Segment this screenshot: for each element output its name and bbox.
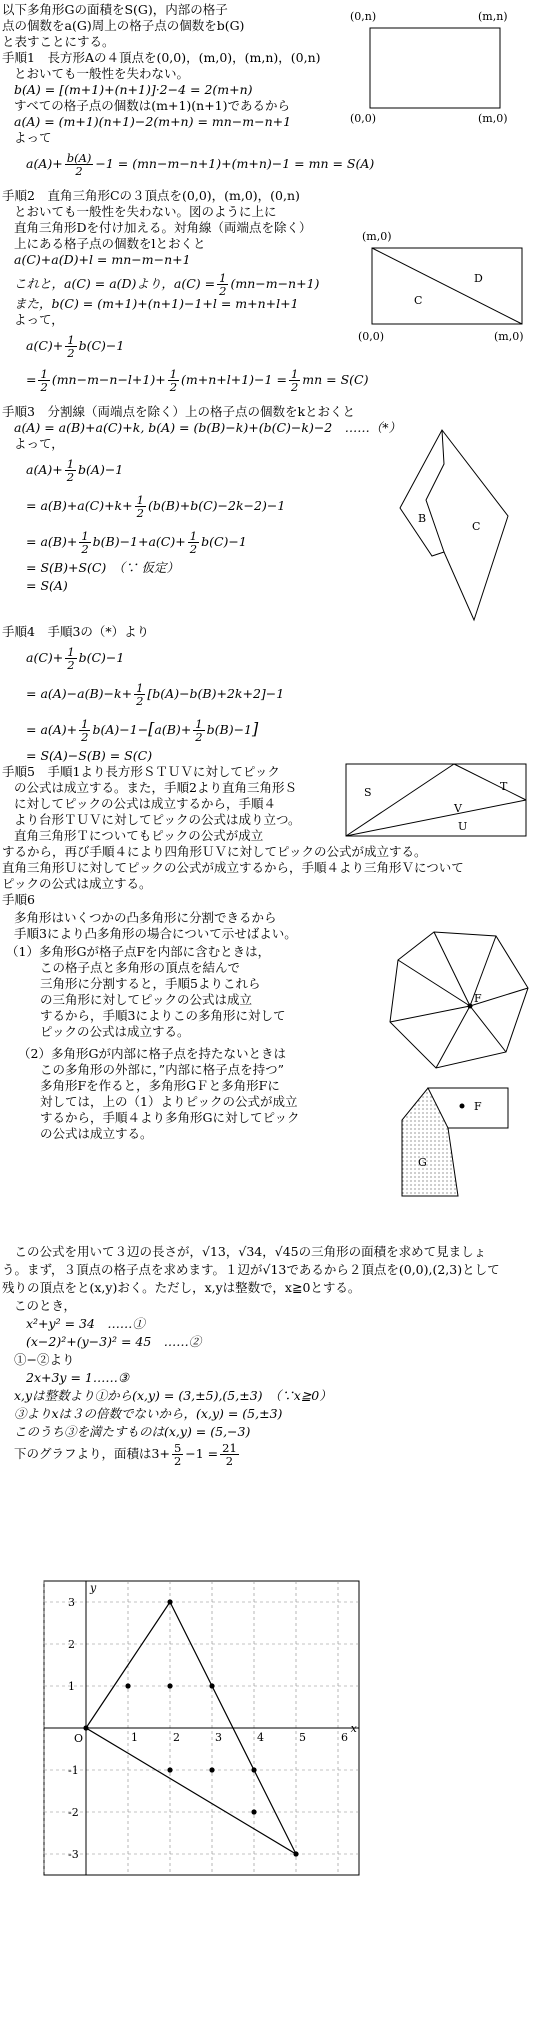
rectangle-diagram (350, 10, 540, 125)
step4-equation: = a(A)+ $\frac{1}{2}$ b(A)−1−[a(B)+ $\frac{1}{2}$ b(B)−1] (26, 717, 259, 744)
lattice-point (125, 1683, 130, 1688)
step6-line: 多角形Fを作ると，多角形GＦと多角形Fに (40, 1078, 280, 1093)
tri-label-br: (m,0) (494, 330, 524, 343)
app-line: このうち③を満たすものは(x,y) = (5,−3) (14, 1424, 251, 1439)
x-tick-label: 2 (173, 1731, 180, 1744)
step2-equation: = $\frac{1}{2}$ (mn−m−n−l+1)+ $\frac{1}{2}$ (m+n+l+1)−1 = $\frac{1}{2}$ mn = S(C) (26, 367, 369, 394)
step6-line: 手順3により凸多角形の場合について示せばよい。 (14, 926, 297, 941)
app-line: 残りの頂点をと(x,y)おく。ただし，x,yは整数で，x≧0とする。 (2, 1280, 361, 1295)
lattice-point (167, 1683, 172, 1688)
rect-label-tr: (m,n) (478, 10, 508, 23)
x-tick-label: 1 (131, 1731, 138, 1744)
step4-heading: 手順4 手順3の（*）より (2, 624, 150, 639)
intro-line-2: 点の個数をa(G)周上の格子点の個数をb(G) (2, 18, 245, 33)
app-line: x²+y² = 34 ……① (26, 1316, 145, 1331)
step6-line: の公式は成立する。 (40, 1126, 153, 1141)
step6-line: ピックの公式は成立する。 (40, 1024, 190, 1039)
step3-line: = S(A) (26, 578, 68, 593)
step1-heading: 手順1 長方形Aの４頂点を(0,0)，(m,0)，(m,n)，(0,n) (2, 50, 321, 65)
step6-line: の三角形に対してピックの公式は成立 (40, 992, 253, 1007)
rect-label-bl: (0,0) (350, 112, 377, 125)
step5-line: 直角三角形Ｔについてもピックの公式が成立 (14, 828, 264, 843)
step6-line: この格子点と多角形の頂点を結んで (40, 960, 241, 975)
y-axis-label: y (90, 1581, 97, 1595)
app-line: 2x+3y = 1……③ (26, 1370, 130, 1385)
step3-equation: a(A)+ $\frac{1}{2}$ b(A)−1 (26, 457, 124, 484)
split-polygon-diagram (378, 424, 528, 624)
y-tick-label: -3 (68, 1848, 79, 1861)
step5-line: 手順5 手順1より長方形ＳＴＵＶに対してピック (2, 764, 280, 779)
step2-equation: a(C)+ $\frac{1}{2}$ b(C)−1 (26, 333, 125, 360)
lattice-graph (40, 1478, 370, 2038)
step1-line: すべての格子点の個数は(m+1)(n+1)であるから (14, 98, 291, 113)
step6-line: 多角形はいくつかの凸多角形に分割できるから (14, 910, 277, 925)
step5-line: に対してピックの公式は成立するから，手順４ (14, 796, 277, 811)
app-line: (x−2)²+(y−3)² = 45 ……② (26, 1334, 202, 1349)
lattice-point (209, 1683, 214, 1688)
step4-line: = S(A)−S(B) = S(C) (26, 748, 153, 763)
step6-line: （2）多角形Gが内部に格子点を持たないときは (18, 1046, 286, 1061)
concave-label-f: F (474, 1100, 482, 1113)
rect-label-tl: (0,n) (350, 10, 377, 23)
app-line: この公式を用いて３辺の長さが，√13，√34，√45の三角形の面積を求めて見ましょ (2, 1244, 487, 1259)
step6-line: するから，手順3によりこの多角形に対して (40, 1008, 286, 1023)
step2-line: よって， (14, 312, 64, 327)
right-triangle-diagram (354, 232, 539, 342)
step1-line: a(A) = (m+1)(n+1)−2(m+n) = mn−m−n+1 (14, 114, 292, 129)
lattice-point (209, 1767, 214, 1772)
rect-label-br: (m,0) (478, 112, 508, 125)
intro-line-3: と表すことにする。 (2, 34, 115, 49)
step4-equation: = a(A)−a(B)−k+ $\frac{1}{2}$ [b(A)−b(B)+2k+2]−1 (26, 681, 285, 708)
y-tick-label: 3 (68, 1596, 75, 1609)
app-line: ①−②より (14, 1352, 75, 1367)
step1-line: よって (14, 130, 52, 145)
star-polygon-diagram (384, 926, 534, 1076)
step3-equation: = a(B)+a(C)+k+ $\frac{1}{2}$ (b(B)+b(C)−2k−2)−1 (26, 493, 286, 520)
star-label-f: F (474, 992, 482, 1005)
step6-line: （1）多角形Gが格子点Fを内部に含むときは， (6, 944, 271, 959)
step2-line: 直角三角形Dを付け加える。対角線（両端点を除く） (14, 220, 312, 235)
stuv-label-u: U (458, 820, 468, 833)
tri-label-d: D (474, 272, 483, 285)
y-tick-label: 2 (68, 1638, 75, 1651)
origin-label: O (74, 1732, 84, 1745)
step3-equation: = a(B)+ $\frac{1}{2}$ b(B)−1+a(C)+ $\frac{1}{2}$ b(C)−1 (26, 529, 247, 556)
step5-line: より台形ＴＵＶに対してピックの公式は成り立つ。 (14, 812, 301, 827)
lattice-point (293, 1851, 298, 1856)
step2-line: とおいても一般性を失わない。図のように上に (14, 204, 277, 219)
step3-line: = S(B)+S(C) （∵ 仮定） (26, 560, 180, 575)
step2-heading: 手順2 直角三角形Cの３頂点を(0,0)，(m,0)，(0,n) (2, 188, 300, 203)
step2-line: a(C)+a(D)+l = mn−m−n+1 (14, 252, 191, 267)
step2-line: また，b(C) = (m+1)+(n+1)−1+l = m+n+l+1 (14, 296, 299, 311)
step3-line: a(A) = a(B)+a(C)+k, b(A) = (b(B)−k)+(b(C)−k)−2 ……（*） (14, 420, 401, 435)
x-axis-label: x (350, 1722, 357, 1735)
intro-line-1: 以下多角形Gの面積をS(G)，内部の格子 (2, 2, 228, 17)
lattice-point (83, 1725, 88, 1730)
step4-equation: a(C)+ $\frac{1}{2}$ b(C)−1 (26, 645, 125, 672)
step3-heading: 手順3 分割線（両端点を除く）上の格子点の個数をkとおくと (2, 404, 356, 419)
x-tick-label: 3 (215, 1731, 222, 1744)
step5-line: するから，再び手順４により四角形ＵＶに対してピックの公式が成立する。 (2, 844, 427, 859)
step5-line: 直角三角形Ｕに対してピックの公式が成立するから，手順４より三角形Ｖについて (2, 860, 464, 875)
y-tick-label: 1 (68, 1680, 75, 1693)
stuv-label-t: T (500, 780, 508, 793)
x-tick-label: 4 (257, 1731, 264, 1744)
tri-label-c: C (414, 294, 423, 307)
stuv-diagram (344, 762, 529, 840)
app-line: 下のグラフより，面積は3+ $\frac{5}{2}$ −1 = $\frac{21}{2}$ (14, 1441, 237, 1468)
step6-heading: 手順6 (2, 892, 35, 907)
x-tick-label: 5 (299, 1731, 306, 1744)
split-label-c: C (472, 520, 481, 533)
y-tick-label: -1 (68, 1764, 79, 1777)
step1-line: とおいても一般性を失わない。 (14, 66, 190, 81)
app-line: このとき， (14, 1298, 77, 1313)
step6-line: この多角形の外部に，”内部に格子点を持つ” (40, 1062, 285, 1077)
step3-line: よって， (14, 436, 64, 451)
step5-line: の公式は成立する。また，手順2より直角三角形Ｓ (14, 780, 297, 795)
step1-line: b(A) = [(m+1)+(n+1)]·2−4 = 2(m+n) (14, 82, 253, 97)
step6-line: するから，手順４より多角形Gに対してピック (40, 1110, 300, 1125)
y-tick-label: -2 (68, 1806, 79, 1819)
step5-line: ピックの公式は成立する。 (2, 876, 152, 891)
app-line: う。まず，３頂点の格子点を求めます。１辺が√13であるから２頂点を(0,0),(2,3)として (2, 1262, 500, 1277)
tri-label-top: (m,0) (362, 230, 392, 243)
app-line: ③よりxは３の倍数でないから，(x,y) = (5,±3) (14, 1406, 283, 1421)
step6-line: 三角形に分割すると，手順5よりこれら (40, 976, 261, 991)
lattice-point (167, 1599, 172, 1604)
stuv-label-s: S (364, 786, 372, 799)
lattice-point (167, 1767, 172, 1772)
x-tick-label: 6 (341, 1731, 348, 1744)
lattice-point (251, 1767, 256, 1772)
lattice-point (251, 1809, 256, 1814)
tri-label-bl: (0,0) (358, 330, 385, 343)
step1-equation: a(A)+ $\frac{b(A)}{2}$ −1 = (mn−m−n+1)+(m+n)−1 = mn = S(A) (26, 151, 375, 178)
concave-polygon-diagram (398, 1080, 518, 1200)
app-line: x,yは整数より①から(x,y) = (3,±5),(5,±3) （∵x≧0） (14, 1388, 332, 1403)
step2-line: これと，a(C) = a(D)より，a(C) = $\frac{1}{2}$ (mn−m−n+1) (14, 271, 320, 298)
step6-line: 対しては，上の（1）よりピックの公式が成立 (40, 1094, 298, 1109)
stuv-label-v: V (454, 802, 462, 815)
step2-line: 上にある格子点の個数をlとおくと (14, 236, 206, 251)
split-label-b: B (418, 512, 427, 525)
concave-label-g: G (418, 1156, 427, 1169)
